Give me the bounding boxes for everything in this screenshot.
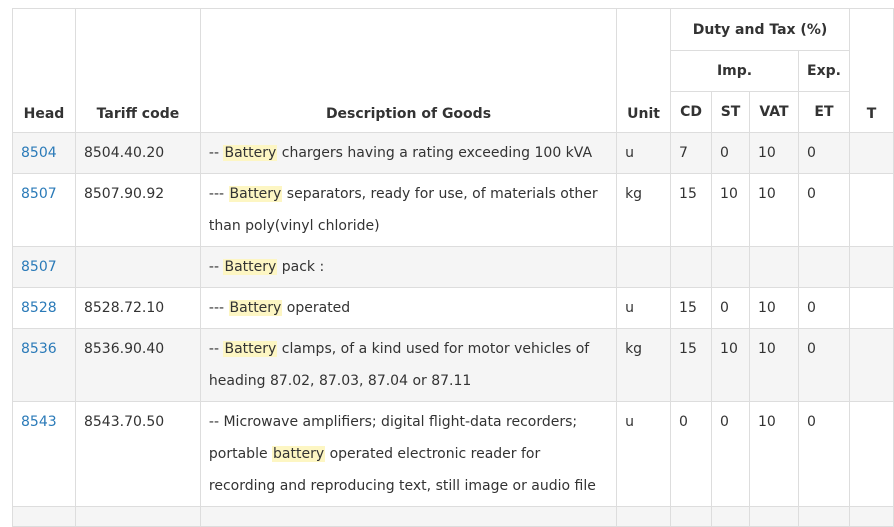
header-t[interactable]: T — [849, 9, 893, 133]
st-cell: 0 — [712, 402, 750, 507]
st-cell: 0 — [712, 133, 750, 174]
et-cell: 0 — [799, 133, 850, 174]
tariff-code-cell — [75, 247, 200, 288]
et-cell: 0 — [799, 402, 850, 507]
vat-cell: 10 — [750, 174, 799, 247]
description-dash: -- — [208, 145, 224, 161]
description-text: clamps, of a kind used for motor vehicles of heading 87.02, 87.03, 87.04 or 87.11 — [208, 341, 590, 389]
head-cell — [13, 174, 76, 247]
cd-cell: 15 — [671, 329, 712, 402]
description-dash: -- — [208, 341, 224, 357]
header-vat[interactable]: VAT — [750, 92, 799, 133]
head-cell — [13, 507, 76, 527]
head-cell — [13, 247, 76, 288]
tariff-code-cell: 8504.40.20 — [75, 133, 200, 174]
header-st[interactable]: ST — [712, 92, 750, 133]
search-highlight: Battery — [224, 259, 277, 275]
header-description[interactable]: Description of Goods — [200, 9, 616, 133]
table-row — [13, 174, 894, 247]
cd-cell: 15 — [671, 174, 712, 247]
tariff-code-cell: 8536.90.40 — [75, 329, 200, 402]
table-row — [13, 288, 894, 329]
description-text: pack : — [277, 259, 325, 275]
st-cell: 10 — [712, 329, 750, 402]
unit-cell — [617, 247, 671, 288]
header-et[interactable]: ET — [799, 92, 850, 133]
header-unit[interactable]: Unit — [617, 9, 671, 133]
description-dash: --- — [208, 186, 229, 202]
head-cell — [13, 133, 76, 174]
t-cell — [849, 507, 893, 527]
vat-cell: 10 — [750, 402, 799, 507]
tariff-table — [12, 8, 894, 527]
t-cell — [849, 329, 893, 402]
et-cell — [799, 247, 850, 288]
head-link[interactable]: 8504 — [21, 145, 57, 161]
header-exp: Exp. — [799, 51, 850, 92]
header-duty-and-tax: Duty and Tax (%) — [671, 9, 850, 51]
description-cell — [200, 288, 616, 329]
header-imp: Imp. — [671, 51, 799, 92]
table-row — [13, 329, 894, 402]
et-cell: 0 — [799, 174, 850, 247]
head-link[interactable]: 8536 — [21, 341, 57, 357]
table-row — [13, 507, 894, 527]
tariff-code-cell: 8528.72.10 — [75, 288, 200, 329]
head-link[interactable]: 8507 — [21, 186, 57, 202]
cd-cell: 7 — [671, 133, 712, 174]
t-cell — [849, 402, 893, 507]
t-cell — [849, 247, 893, 288]
vat-cell: 10 — [750, 288, 799, 329]
cd-cell: 15 — [671, 288, 712, 329]
vat-cell — [750, 507, 799, 527]
unit-cell: u — [617, 288, 671, 329]
description-text: separators, ready for use, of materials other than poly(vinyl chloride) — [208, 186, 598, 234]
search-highlight: battery — [273, 446, 325, 462]
et-cell: 0 — [799, 288, 850, 329]
et-cell — [799, 507, 850, 527]
cd-cell — [671, 247, 712, 288]
cd-cell: 0 — [671, 402, 712, 507]
head-cell — [13, 329, 76, 402]
description-cell — [200, 507, 616, 527]
description-cell — [200, 133, 616, 174]
tariff-code-cell: 8543.70.50 — [75, 402, 200, 507]
description-text: chargers having a rating exceeding 100 kVA — [277, 145, 593, 161]
description-cell — [200, 402, 616, 507]
st-cell — [712, 247, 750, 288]
vat-cell: 10 — [750, 133, 799, 174]
unit-cell — [617, 507, 671, 527]
header-cd[interactable]: CD — [671, 92, 712, 133]
description-dash: --- — [208, 300, 229, 316]
head-cell — [13, 288, 76, 329]
tariff-code-cell — [75, 507, 200, 527]
description-cell — [200, 174, 616, 247]
description-dash: -- — [208, 414, 224, 430]
description-text: operated electronic reader for recording and reproducing text, still image or audio file — [208, 446, 596, 494]
header-head[interactable]: Head — [13, 9, 76, 133]
cd-cell — [671, 507, 712, 527]
tariff-code-cell: 8507.90.92 — [75, 174, 200, 247]
st-cell: 0 — [712, 288, 750, 329]
tariff-table-container — [12, 8, 894, 527]
head-cell — [13, 402, 76, 507]
unit-cell: u — [617, 133, 671, 174]
et-cell: 0 — [799, 329, 850, 402]
description-dash: -- — [208, 259, 224, 275]
t-cell — [849, 133, 893, 174]
header-tariff-code[interactable]: Tariff code — [75, 9, 200, 133]
st-cell: 10 — [712, 174, 750, 247]
head-link[interactable]: 8543 — [21, 414, 57, 430]
search-highlight: Battery — [229, 186, 282, 202]
unit-cell: kg — [617, 174, 671, 247]
st-cell — [712, 507, 750, 527]
description-text: operated — [282, 300, 351, 316]
search-highlight: Battery — [229, 300, 282, 316]
description-text-prefix: Microwave amplifiers; digital flight-data recorders; portable — [208, 414, 578, 462]
vat-cell — [750, 247, 799, 288]
unit-cell: kg — [617, 329, 671, 402]
t-cell — [849, 288, 893, 329]
table-row — [13, 402, 894, 507]
table-row — [13, 247, 894, 288]
search-highlight: Battery — [224, 341, 277, 357]
description-cell — [200, 329, 616, 402]
unit-cell: u — [617, 402, 671, 507]
search-highlight: Battery — [224, 145, 277, 161]
vat-cell: 10 — [750, 329, 799, 402]
head-link[interactable]: 8528 — [21, 300, 57, 316]
description-cell — [200, 247, 616, 288]
t-cell — [849, 174, 893, 247]
table-row — [13, 133, 894, 174]
head-link[interactable]: 8507 — [21, 259, 57, 275]
